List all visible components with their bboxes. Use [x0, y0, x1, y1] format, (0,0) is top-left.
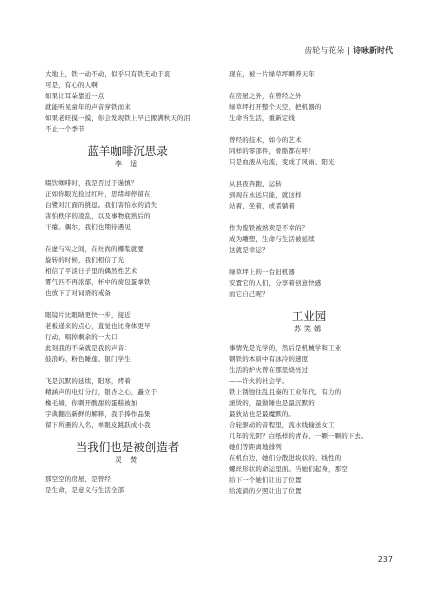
poem-line: 害怕秩序的凌乱，以及事物底熟后的 [45, 212, 151, 220]
poem-line: 合轮驱动的音程里，流水线输送女工 [229, 421, 335, 429]
poem-line: 白鹭对江面的挑逗。我们害怕水的消失 [45, 201, 158, 209]
page-number: 237 [377, 555, 393, 564]
poem-line: 而它自己呢？ [229, 290, 269, 298]
poem-line: 在机台边，她们分散进块状的、线性的 [229, 454, 342, 462]
poem-line: 旋转的时候，我们相信了光 [45, 256, 125, 264]
stanza-gap [229, 212, 389, 223]
poem-line: 给下一个她们让出了位置 [229, 476, 302, 484]
poem-line: 这就是幸运？ [229, 246, 269, 254]
poem-line: 曾经的技术，如今的艺术 [229, 136, 302, 144]
stanza-gap [229, 256, 389, 267]
stanza-gap [45, 233, 210, 244]
poem-line: 相信了平淡日子里的偶然性艺术 [45, 267, 138, 275]
poem-line: 螺丝形状的命运里面。当她们起身，那空 [229, 465, 348, 473]
poem-line: 留下所遇的人名，单眼皮跳跃成小我 [45, 421, 151, 429]
poem-title: 工业园 [291, 309, 327, 323]
poem-line: 作为废铁被熟卖是不幸的？ [229, 224, 309, 232]
poem-line: ——许火的社会学。 [229, 377, 289, 385]
poem-line: 最狄站也是最魔默的。 [229, 410, 295, 418]
poem-line: 是生命，是意义与生活全部 [45, 486, 125, 494]
poem-title: 蓝羊咖啡沉思录 [87, 144, 168, 158]
poem-line: 她们等距离地排列 [229, 443, 282, 451]
poem-line: 如果老旺摸一摸，你会发现铁上早已搬满秋天的泪 [45, 114, 191, 122]
stanza-gap [229, 168, 389, 179]
poem-line: 雾气匹不再浓郁，杯中的荷包蛋拿铁 [45, 278, 151, 286]
poem-line: 那空空的房屋，是曾经 [45, 475, 111, 483]
poem-line: 不止一个季节 [45, 125, 85, 133]
poem-line: 字典翻出新鲜的解释，我手捧作品集 [45, 410, 151, 418]
poem-line: 铁上锈蚀往乱且奏的工业年代，有力的 [229, 388, 342, 396]
poem-line: 从县夜奔跑、运转 [229, 180, 282, 188]
section-title: 诗咏新时代 [353, 46, 393, 55]
poem-line: 滚烫的，最做锤也是最沉默的 [229, 399, 315, 407]
right-column [229, 69, 389, 497]
poem-line: 也放下了对词语的戒备 [45, 289, 111, 297]
stanza-gap [229, 80, 389, 91]
poem-line: 如果让耳朵靠近一点 [45, 92, 105, 100]
poem-author: 灵 焚 [114, 456, 141, 464]
poem-line: 成为雕塑，生命与生活被延续 [229, 235, 315, 243]
poem-line: 老板递来的点心，直觉也比身体更早 [45, 322, 151, 330]
book-title: 齿轮与花朵 [304, 46, 345, 55]
poem-line: 大地上，铁一动不动，似乎只有铁无动于衷 [45, 70, 171, 78]
poem-line: 生命当生活，重新定线 [229, 114, 295, 122]
poem-line: 现在，被一片绿草坪瞬养天年 [229, 70, 315, 78]
poem-line: 事情先是光学的，然后是机械学和工业 [229, 344, 342, 352]
poem-line: 此刻我的不朵就是我的声音： [45, 344, 131, 352]
poem-line: 在虚与实之间，在灶尚的椰浆就要 [45, 245, 144, 253]
poem-line: 橡毛墙，你刺开酸甜的蛋糕被加 [45, 399, 138, 407]
poem-line: 给流淌的夕照让出了位置 [229, 487, 302, 495]
stanza-gap [45, 299, 210, 310]
poem-line: 绿草坪打开整个天空，把机器的 [229, 103, 322, 111]
poem-line: 正如你眼光捡过红叶，思绪却停留在 [45, 190, 151, 198]
running-header [304, 45, 393, 56]
poem-line: 几年的光阴？白纸样的青春、一颗一颗的下去。 [229, 432, 368, 440]
stanza-gap [45, 365, 210, 376]
stanza-gap [229, 124, 389, 135]
poem-line: 钢铁的本质中有冰冷的速度 [229, 355, 309, 363]
poem-line: 只是血液从电流，变成了风雨、阳光 [229, 158, 335, 166]
poem-line: 鼓浪屿、粉色睡莲、银门学生 [45, 355, 131, 363]
poem-line: 干瘪。偶尔，我们也期待遇见 [45, 223, 131, 231]
poem-author: 苏笑嫣 [294, 325, 324, 333]
poem-line: 站着、坐着，或者躺着 [229, 202, 295, 210]
poem-line: 眼镜片比眼睛更快一步，接近 [45, 311, 131, 319]
poem-line: 精涵声的电灯分行，银杏之心，矗立于 [45, 388, 158, 396]
left-column [45, 69, 210, 496]
poem-line: 绿草坪上的一台旧机器 [229, 268, 295, 276]
poem-line: 生活的炉火曾在那里烧亮过 [229, 366, 309, 374]
poem-line: 在房屋之外，在曾经之外 [229, 92, 302, 100]
poem-author: 李 适 [114, 160, 141, 168]
poem-line: 同样的零部件，骨骼都在呼！ [229, 147, 315, 155]
poem-line: 啜饮咖啡时，我是否过于谨慎？ [45, 179, 138, 187]
header-separator: | [347, 46, 350, 55]
poem-title: 当我们也是被创造者 [75, 440, 180, 454]
poem-line: 行动，唱掉剩余的一大口 [45, 333, 118, 341]
poem-line: 安置它的人们，分享着创意快感 [229, 279, 322, 287]
poem-line: 到现在永远只能，就这样 [229, 191, 302, 199]
poem-line: 可是，有心的人啊 [45, 81, 98, 89]
poem-line: 就能听见童年的声音穿铁而来 [45, 103, 131, 111]
poem-line: 飞是沉默的延续，阳寒，烤着 [45, 377, 131, 385]
